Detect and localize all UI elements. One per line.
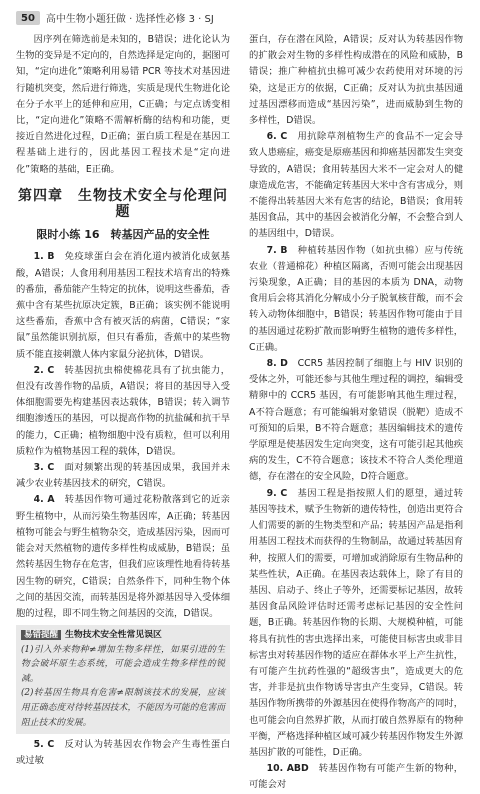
- tip-title: 生物技术安全性常见误区: [65, 630, 162, 641]
- answer-explanation: 转基因作物可通过花粉散落到它的近亲野生植物中，从而污染生物基因库，A正确；转基因植物可能会与野生植物杂交，造成基因污染，因而可能会对天然植物的遗传多样性构成威胁，B错误；虽然转基因生物存在危害，但我们应该理性地看待转基因生物的研究，C错误；自然条件下，同种生物个体之间的基因交流，而转基因是将外源基因导入受体细胞的过程，即不同生物之间基因的交流，D错误。: [16, 494, 230, 619]
- right-column: [249, 32, 463, 794]
- answer-number: 3. C: [33, 462, 55, 474]
- tip-label: 易错提醒: [21, 630, 61, 640]
- answer-item: [16, 460, 230, 492]
- answer-item: [249, 356, 463, 486]
- answer-item: [249, 129, 463, 242]
- answer-explanation: CCR5 基因控制了细胞上与 HIV 识别的受体之外，可能还参与其他生理过程的调控，编辑受精卵中的 CCR5 基因，有可能影响其他生理过程，A不符合题意；有可能编辑对象错误（脱靶）造成不可预知的后果，B不符合题意；基因编辑技术的遗传学原理是使基因发生定向突变，这有可能引起其他疾病的发生，C不符合题意；该技术不符合人类伦理道德，存在潜在的安全风险，D符合题意。: [249, 358, 463, 483]
- answer-item: [16, 737, 230, 769]
- answer-item: [16, 249, 230, 362]
- answer-explanation: 基因工程是指按照人们的愿望，通过转基因等技术，赋予生物新的遗传特性，创造出更符合人们需要的新的生物类型和产品；转基因产品是指利用基因工程技术而获得的生物制品，故通过转基因育种，按照人们的需要，可增加或消除原有生物品种的某些性状，A正确。在基因表达载体上，除了有目的基因、启动子、终止子等外，还需要标记基因，故转基因食品风险评估时还需考虑标记基因的安全性问题，B正确。转基因作物的长期、大规模种植，可能将具有抗性的害虫选择出来，可能使目标害虫或非目标害虫对转基因作物的适应在群体水平上产生抗性，有可能产生抗药性强的“超级害虫”，造成更大的危害，并非是抗虫作物诱导害虫产生变异，C错误。转基因作物所携带的外源基因在使得作物高产的同时，也可能会向自然界扩散，从而打破自然界原有的物种平衡，严格选择种植区域可减少转基因作物发生外源基因扩散的可能性，D正确。: [249, 487, 463, 758]
- answer-explanation: 反对认为转基因农作物会产生毒性蛋白或过敏: [16, 739, 230, 767]
- tip-heading: [21, 628, 225, 643]
- tip-line: (1)引入外来物种≠增加生物多样性，如果引进的生物会破坏原生态系统，可能会造成生物多样性的锐减。: [21, 644, 225, 684]
- tip-line: (2)转基因生物具有危害≠限制该技术的发展，应该用正确态度对待转基因技术，不能因为可能的危害而阻止技术的发展。: [21, 688, 225, 728]
- running-title: 高中生物小题狂做 · 选择性必修 3 · SJ: [45, 14, 214, 25]
- answer-explanation: 用抗除草剂植物生产的食品不一定会导致人患癌症，癌变是原癌基因和抑癌基因都发生突变导致的，A错误；食用转基因大米不一定会对人的健康造成危害，不能确定转基因大米中含有害成分，则不能得出转基因大米有危害的结论，B错误；食用转基因食品，其中的基因会被消化分解，不会整合到人的基因组中，D错误。: [249, 131, 463, 240]
- answer-number: 8. D: [266, 358, 288, 370]
- answer-item: [16, 492, 230, 622]
- answer-explanation: 面对频繁出现的转基因成果，我国并未减少农业转基因技术的研究，C错误。: [16, 462, 230, 490]
- answer-explanation: 转基因抗虫棉使棉花具有了抗虫能力，但没有改善作物的品质，A错误；将目的基因导入受体细胞需要先构建基因表达载体，B错误；转入调节细胞渗透压的基因，可以提高作物的抗盐碱和抗干旱的能力，C正确；植物细胞中没有质粒，但可以利用质粒作为植物基因工程的载体，D错误。: [16, 364, 230, 457]
- answer-number: 9. C: [266, 487, 288, 499]
- answer-explanation: 转基因作物有可能产生新的物种，可能会对: [249, 763, 463, 791]
- answer-number: 5. C: [33, 739, 55, 751]
- answer-explanation: 种植转基因作物（如抗虫棉）应与传统农业（普通棉花）种植区隔离，否则可能会出现基因污染现象，A正确；目的基因的本质为 DNA，动物食用后会将其消化分解成小分子脱氧核苷酸，而不会转入动物体细胞中，B错误；转基因作物可能由于目的基因通过花粉扩散而影响野生植物的遗传多样性，C正确。: [249, 244, 463, 353]
- chapter-title: 第四章 生物技术安全与伦理问题: [18, 187, 228, 221]
- lesson-title: 限时小练 16 转基因产品的安全性: [36, 228, 210, 242]
- intro-paragraph: 因序列在筛选前是未知的，B错误；进化论认为生物的变异是不定向的，自然选择是定向的，据图可知，“定向进化”策略利用易错 PCR 等技术对基因进行随机突变，然后进行筛选，实质是现代生物进化论在分子水平上的延伸和应用，C正确；与定点诱变相比，“定向进化”策略不需解析酶的结构和功能，更接近自然进化过程，D正确；蛋白质工程是在基因工程基础上进行的，因此基因工程技术是“定向进化”策略的基础，E正确。: [16, 34, 230, 175]
- answer-item: [249, 243, 463, 356]
- answer-item: [249, 486, 463, 761]
- answer-number: 1. B: [33, 251, 55, 263]
- page-header: [16, 10, 214, 25]
- answer-number: 2. C: [33, 364, 55, 376]
- continuation-paragraph: 蛋白，存在潜在风险，A错误；反对认为转基因作物的扩散会对生物的多样性构成潜在的风险和威胁，B错误；推广种植抗虫棉可减少农药使用对环境的污染，这是正方的依据，C正确；反对认为抗虫基因通过基因漂移而造成“基因污染”，进而威胁到生物的多样性，D错误。: [249, 34, 463, 127]
- answer-number: 10. ABD: [266, 763, 309, 775]
- answer-item: [249, 761, 463, 793]
- answer-number: 7. B: [266, 244, 288, 256]
- answer-number: 4. A: [33, 494, 55, 506]
- error-tip-box: [16, 625, 230, 734]
- answer-explanation: 免疫球蛋白会在消化道内被消化成氨基酸，A错误；人食用利用基因工程技术培育出的特殊的番茄，番茄能产生特定的抗体，说明这些番茄，香蕉中含有某些抗原决定簇，B正确；该实例不能说明这些番茄，香蕉中含有被灭活的病菌，C错误；“家鼠”虽然能识别抗原，但只有番茄，香蕉中的某些物质不能直接刺激人体内家鼠分泌抗体，D错误。: [16, 251, 230, 360]
- page-number: 50: [16, 11, 40, 25]
- answer-number: 6. C: [266, 131, 288, 143]
- left-column: [16, 32, 230, 770]
- answer-item: [16, 363, 230, 460]
